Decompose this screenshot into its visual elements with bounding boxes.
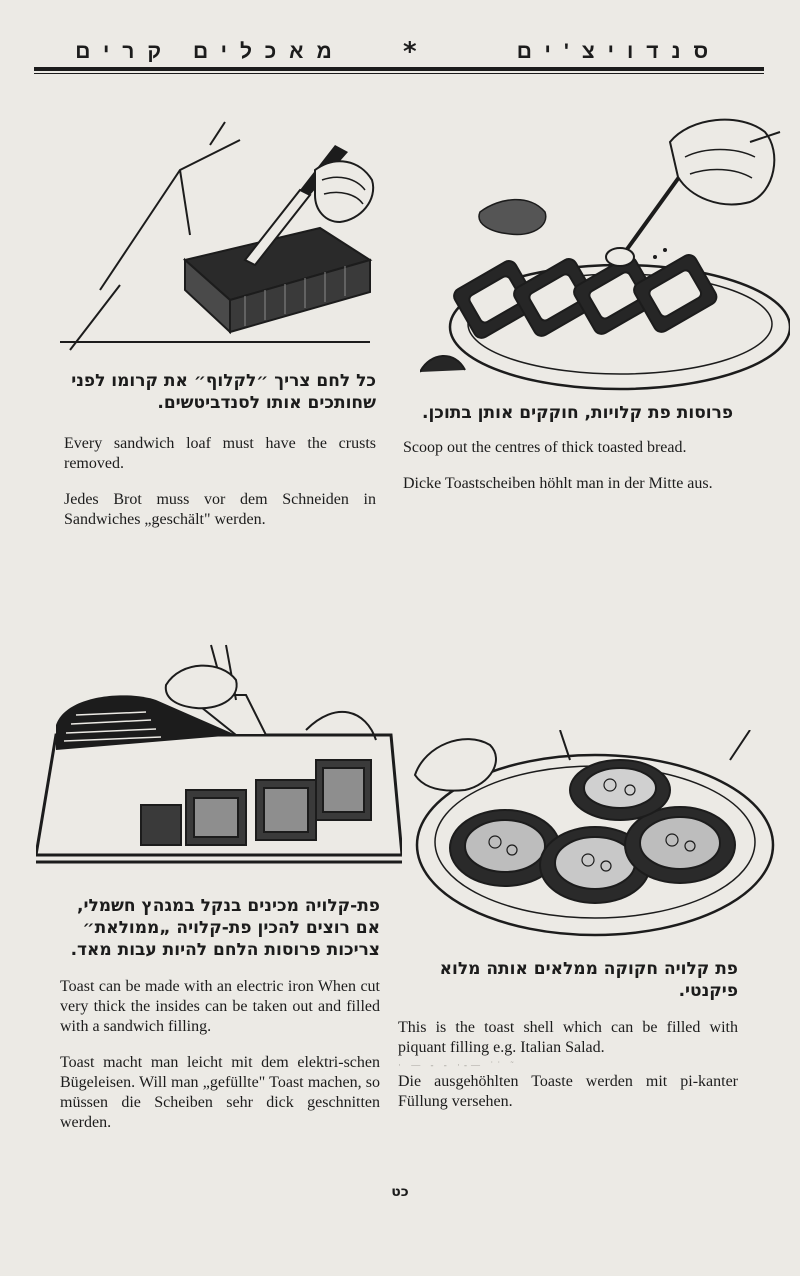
header-title-sandwiches: סנדויצ'ים: [516, 40, 722, 63]
header-title-cold-dishes: מאכלים קרים: [75, 40, 345, 63]
header-rule-thick: [34, 67, 764, 71]
caption-hebrew: פת קלויה חקוקה ממלאים אותה מלוא פיקנטי.: [439, 959, 738, 1001]
illustration-filled-toast: [410, 730, 780, 940]
panel-top-right-text: [403, 402, 733, 494]
illustration-iron-toast: [36, 640, 402, 880]
caption-english: Every sandwich loaf must have the crusts removed.: [64, 435, 376, 472]
print-smudge: · — - - ·-— ˙˙ ˜: [398, 1060, 518, 1070]
caption-german: Die ausgehöhlten Toaste werden mit pi-kanter Füllung versehen.: [398, 1073, 738, 1110]
illustration-scooping-toast: [420, 102, 790, 402]
caption-german: Dicke Toastscheiben höhlt man in der Mitte aus.: [403, 475, 713, 492]
caption-english: Toast can be made with an electric iron When cut very thick the insides can be taken out and filled with a sandwich filling.: [60, 978, 380, 1035]
caption-hebrew: פת-קלויה מכינים בנקל במגהץ חשמלי, אם רוצים להכין פת-קלויה „ממולאת״ צריכות פרוסות הלחם להיות עבות מאד.: [70, 896, 380, 960]
panel-bottom-right-text: [398, 958, 738, 1112]
caption-german: Jedes Brot muss vor dem Schneiden in Sandwiches „geschält" werden.: [64, 491, 376, 528]
page-number: כט: [391, 1184, 409, 1200]
panel-top-left-text: [64, 370, 376, 530]
header-rule-thin: [34, 73, 764, 74]
caption-german: Toast macht man leicht mit dem elektri-schen Bügeleisen. Will man „gefüllte" Toast machen, so müssen die Scheiben sehr dick geschnitten werden.: [60, 1054, 380, 1131]
header-separator: *: [403, 37, 417, 67]
caption-english: Scoop out the centres of thick toasted bread.: [403, 439, 687, 456]
running-header: [0, 36, 800, 70]
panel-bottom-left-text: [60, 895, 380, 1133]
caption-hebrew: פרוסות פת קלויות, חוקקים אותן בתוכן.: [422, 403, 733, 423]
caption-hebrew: כל לחם צריך ״לקלוף״ את קרומו לפני שחותכים אותו לסנדביטשים.: [71, 371, 376, 413]
illustration-loaf-crust-removal: [60, 110, 380, 355]
caption-english: This is the toast shell which can be filled with piquant filling e.g. Italian Salad.: [398, 1019, 738, 1056]
